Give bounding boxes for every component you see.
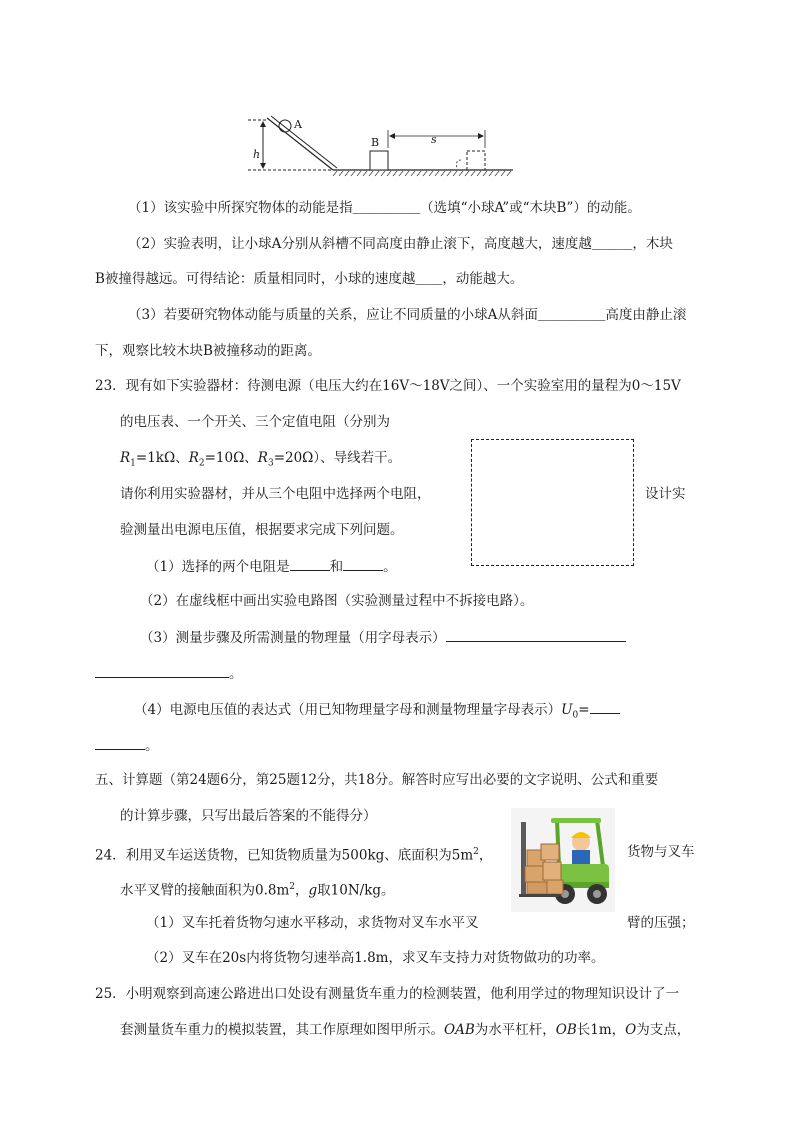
r3-symbol: R xyxy=(257,450,268,466)
q23-part3 xyxy=(140,627,626,648)
o-symbol: O xyxy=(625,1022,637,1038)
r3-value: =20Ω）、导线若干。 xyxy=(273,450,402,466)
r2-subscript: 2 xyxy=(198,458,205,469)
r2-value: =10Ω、 xyxy=(204,450,258,466)
q24-part1-right: 臂的压强； xyxy=(627,915,695,931)
ball-label: A xyxy=(294,118,302,131)
q22-part2-line1: （2）实验表明，让小球A分别从斜槽不同高度由静止滚下，高度越大，速度越＿＿＿，木块 xyxy=(128,236,673,252)
circuit-drawing-box[interactable] xyxy=(471,439,634,566)
q22-part3-line1: （3）若要研究物体动能与质量的关系，应让不同质量的小球A从斜面＿＿＿＿＿高度由静止滚 xyxy=(128,307,687,323)
u0-equals: = xyxy=(578,702,590,718)
q23-part4-continued xyxy=(95,735,159,756)
q22-part2-line2: B被撞得越远。可得结论：质量相同时，小球的速度越＿＿，动能越大。 xyxy=(95,271,524,287)
block-label: B xyxy=(371,136,380,149)
m2-superscript-2: 2 xyxy=(289,882,296,892)
q23-line5: 验测量出电源电压值，根据要求完成下列问题。 xyxy=(120,522,404,538)
q23-part3-end: 。 xyxy=(229,666,243,682)
q24-line2 xyxy=(120,877,395,901)
steps-answer-blank[interactable] xyxy=(446,627,626,642)
q24-line2-end: 取10N/kg。 xyxy=(317,882,395,899)
r1-value: =1kΩ、 xyxy=(135,450,189,466)
g-symbol: g xyxy=(308,882,318,899)
u0-symbol: U xyxy=(561,702,573,718)
expression-answer-blank-continued[interactable] xyxy=(95,735,145,750)
q24-part1: （1）叉车托着货物匀速水平移动，求货物对叉车水平叉 xyxy=(146,915,479,931)
q23-part4-text: （4）电源电压值的表达式（用已知物理量字母和测量物理量字母表示） xyxy=(134,702,562,718)
q22-part1: （1）该实验中所探究物体的动能是指＿＿＿＿＿（选填“小球A”或“木块B”）的动能。 xyxy=(128,200,641,216)
q23-part1-text: （1）选择的两个电阻是 xyxy=(146,559,290,575)
q23-part1-and: 和 xyxy=(329,559,344,575)
r3-subscript: 3 xyxy=(267,458,274,469)
incline-experiment-figure xyxy=(245,112,515,182)
q24-part2: （2）叉车在20s内将货物匀速举高1.8m，求叉车支持力对货物做功的功率。 xyxy=(146,950,605,966)
oab-symbol: OAB xyxy=(444,1022,475,1038)
q22-part3-line2: 下，观察比较木块B被撞移动的距离。 xyxy=(95,343,321,359)
ob-symbol: OB xyxy=(555,1022,577,1038)
distance-label: s xyxy=(431,133,437,146)
r1-symbol: R xyxy=(120,450,131,466)
q23-part3-text: （3）测量步骤及所需测量的物理量（用字母表示） xyxy=(140,630,446,646)
q24-line1-text: 24．利用叉车运送货物，已知货物质量为500kg、底面积为5m xyxy=(95,847,474,864)
m2-superscript: 2 xyxy=(473,847,479,857)
q23-part3-continued xyxy=(95,663,243,684)
q24-line2-text: 水平叉臂的接触面积为0.8m xyxy=(120,882,290,899)
expression-answer-blank[interactable] xyxy=(590,699,620,714)
q23-resistors-line xyxy=(120,448,401,474)
q23-part1-end: 。 xyxy=(383,559,397,575)
q24-line1 xyxy=(95,842,492,866)
r1-subscript: 1 xyxy=(130,458,136,469)
section5-heading-line1: 五、计算题（第24题6分，第25题12分，共18分。解答时应写出必要的文字说明、公式和重要 xyxy=(95,772,659,788)
q23-line1: 23．现有如下实验器材：待测电源（电压大约在16V～18V之间）、一个实验室用的量程为0～15V xyxy=(95,378,681,394)
r2-symbol: R xyxy=(188,450,199,466)
forklift-illustration xyxy=(511,808,615,912)
q23-part4-end: 。 xyxy=(145,738,159,754)
steps-answer-blank-continued[interactable] xyxy=(95,663,229,678)
q23-part1 xyxy=(146,556,397,577)
q25-line2-mid2: 长1m， xyxy=(576,1022,626,1038)
q24-line2-comma: ， xyxy=(295,882,309,899)
q24-line1-right: 货物与叉车 xyxy=(627,844,695,860)
resistor-answer-blank-2[interactable] xyxy=(343,556,383,571)
q25-line2-mid1: 为水平杠杆， xyxy=(474,1022,556,1038)
q23-line2: 的电压表、一个开关、三个定值电阻（分别为 xyxy=(120,414,390,430)
q23-part2: （2）在虚线框中画出实验电路图（实验测量过程中不拆接电路）。 xyxy=(140,593,534,609)
q23-line4-right: 设计实 xyxy=(645,486,686,502)
resistor-answer-blank-1[interactable] xyxy=(290,556,330,571)
q23-part4 xyxy=(134,699,620,726)
q25-line2 xyxy=(120,1020,690,1040)
q24-line1-end: ， xyxy=(478,847,493,864)
q25-line2-end: 为支点， xyxy=(636,1022,691,1038)
height-label: h xyxy=(253,148,261,161)
q23-line4: 请你利用实验器材，并从三个电阻中选择两个电阻， xyxy=(120,486,431,502)
u0-subscript: 0 xyxy=(572,710,579,721)
section5-heading-line2: 的计算步骤，只写出最后答案的不能得分） xyxy=(120,808,377,824)
q25-line1: 25．小明观察到高速公路进出口处设有测量货车重力的检测装置，他利用学过的物理知识设计了一 xyxy=(95,986,680,1002)
q25-line2-text: 套测量货车重力的模拟装置，其工作原理如图甲所示。 xyxy=(120,1022,444,1038)
